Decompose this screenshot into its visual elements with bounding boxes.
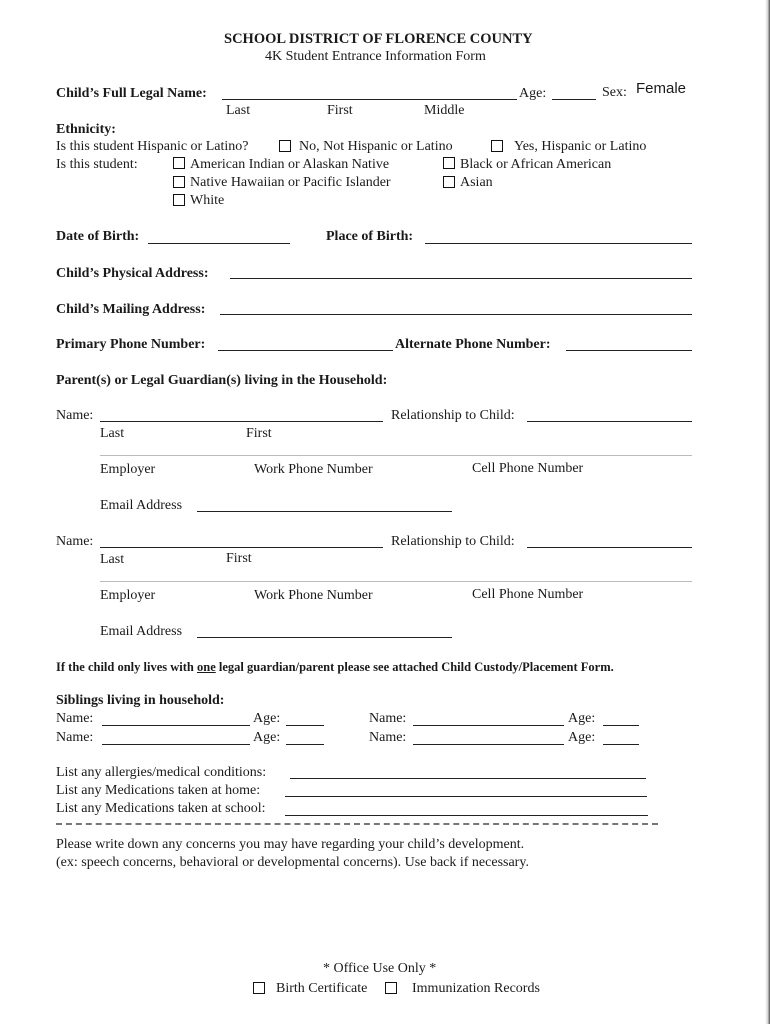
meds-school-label: List any Medications taken at school: <box>56 801 266 816</box>
guardian1-relationship-field[interactable] <box>527 421 692 422</box>
hispanic-label: Yes, Hispanic or Latino <box>514 139 647 154</box>
physical-address-label: Child’s Physical Address: <box>56 266 209 281</box>
sibling3-age-label: Age: <box>253 730 281 745</box>
guardian1-employer-label: Employer <box>100 462 156 477</box>
guardian1-last-sublabel: Last <box>100 426 125 441</box>
guardian2-relationship-field[interactable] <box>527 547 692 548</box>
sibling2-name-field[interactable] <box>413 725 564 726</box>
alternate-phone-label: Alternate Phone Number: <box>395 337 551 352</box>
child-name-label: Child’s Full Legal Name: <box>56 86 207 101</box>
sibling4-name-field[interactable] <box>413 744 564 745</box>
child-age-field[interactable] <box>552 99 596 100</box>
white-label: White <box>190 193 225 208</box>
hispanic-checkbox[interactable] <box>491 140 503 152</box>
mailing-address-field[interactable] <box>220 314 692 315</box>
sibling3-age-field[interactable] <box>286 744 324 745</box>
guardian2-name-label: Name: <box>56 534 94 549</box>
form-title: 4K Student Entrance Information Form <box>265 49 486 64</box>
child-middle-sublabel: Middle <box>424 103 465 118</box>
guardian1-cell-phone-label: Cell Phone Number <box>472 461 584 476</box>
age-label: Age: <box>519 86 547 101</box>
sibling1-name-label: Name: <box>56 711 94 726</box>
black-label: Black or African American <box>460 157 612 172</box>
primary-phone-field[interactable] <box>218 350 393 351</box>
sibling1-age-label: Age: <box>253 711 281 726</box>
mailing-address-label: Child’s Mailing Address: <box>56 302 206 317</box>
guardian2-first-sublabel: First <box>226 551 252 566</box>
birth-certificate-checkbox[interactable] <box>253 982 265 994</box>
sex-label: Sex: <box>602 85 627 100</box>
guardian2-name-field[interactable] <box>100 547 383 548</box>
meds-home-label: List any Medications taken at home: <box>56 783 261 798</box>
immunization-checkbox[interactable] <box>385 982 397 994</box>
guardian2-employer-label: Employer <box>100 588 156 603</box>
hawaiian-checkbox[interactable] <box>173 176 185 188</box>
alternate-phone-field[interactable] <box>566 350 692 351</box>
pob-label: Place of Birth: <box>326 229 414 244</box>
dob-label: Date of Birth: <box>56 229 140 244</box>
black-checkbox[interactable] <box>443 157 455 169</box>
concerns-line2: (ex: speech concerns, behavioral or developmental concerns). Use back if necessary. <box>56 855 529 870</box>
race-question: Is this student: <box>56 157 138 172</box>
guardian1-relationship-label: Relationship to Child: <box>391 408 515 423</box>
child-last-sublabel: Last <box>226 103 251 118</box>
guardian1-name-label: Name: <box>56 408 94 423</box>
pob-field[interactable] <box>425 243 692 244</box>
siblings-heading: Siblings living in household: <box>56 693 225 708</box>
american-indian-label: American Indian or Alaskan Native <box>190 157 390 172</box>
asian-checkbox[interactable] <box>443 176 455 188</box>
custody-note: If the child only lives with one legal guardian/parent please see attached Child Custody/Placement Form. <box>56 660 614 674</box>
guardians-heading: Parent(s) or Legal Guardian(s) living in the Household: <box>56 373 388 388</box>
section-divider <box>56 823 658 825</box>
child-first-sublabel: First <box>327 103 353 118</box>
meds-school-field[interactable] <box>285 815 648 816</box>
sibling2-age-field[interactable] <box>603 725 639 726</box>
concerns-writing-area[interactable] <box>56 876 660 946</box>
meds-home-field[interactable] <box>285 796 647 797</box>
sibling3-name-label: Name: <box>56 730 94 745</box>
guardian2-last-sublabel: Last <box>100 552 125 567</box>
sibling4-name-label: Name: <box>369 730 407 745</box>
sex-value[interactable]: Female <box>636 80 687 97</box>
sibling2-name-label: Name: <box>369 711 407 726</box>
hawaiian-label: Native Hawaiian or Pacific Islander <box>190 175 391 190</box>
guardian2-relationship-label: Relationship to Child: <box>391 534 515 549</box>
guardian2-work-phone-label: Work Phone Number <box>254 588 373 603</box>
white-checkbox[interactable] <box>173 194 185 206</box>
physical-address-field[interactable] <box>230 278 692 279</box>
district-title: SCHOOL DISTRICT OF FLORENCE COUNTY <box>224 31 533 47</box>
guardian2-cell-phone-label: Cell Phone Number <box>472 587 584 602</box>
page-edge-shadow <box>765 0 770 1024</box>
guardian1-first-sublabel: First <box>246 426 272 441</box>
concerns-line1: Please write down any concerns you may have regarding your child’s development. <box>56 837 525 852</box>
allergies-field[interactable] <box>290 778 646 779</box>
birth-certificate-label: Birth Certificate <box>276 981 368 996</box>
guardian1-email-label: Email Address <box>100 498 183 513</box>
hispanic-question: Is this student Hispanic or Latino? <box>56 139 249 154</box>
office-use-heading: * Office Use Only * <box>323 961 437 976</box>
american-indian-checkbox[interactable] <box>173 157 185 169</box>
immunization-label: Immunization Records <box>412 981 540 996</box>
not-hispanic-label: No, Not Hispanic or Latino <box>299 139 453 154</box>
primary-phone-label: Primary Phone Number: <box>56 337 206 352</box>
sibling2-age-label: Age: <box>568 711 596 726</box>
guardian1-email-field[interactable] <box>197 511 452 512</box>
guardian1-work-phone-label: Work Phone Number <box>254 462 373 477</box>
guardian2-contact-field[interactable] <box>100 581 692 582</box>
guardian2-email-field[interactable] <box>197 637 452 638</box>
guardian2-email-label: Email Address <box>100 624 183 639</box>
sibling1-name-field[interactable] <box>102 725 250 726</box>
sibling3-name-field[interactable] <box>102 744 250 745</box>
sibling4-age-label: Age: <box>568 730 596 745</box>
guardian1-contact-field[interactable] <box>100 455 692 456</box>
sibling4-age-field[interactable] <box>603 744 639 745</box>
dob-field[interactable] <box>148 243 290 244</box>
child-name-field[interactable] <box>222 99 517 100</box>
guardian1-name-field[interactable] <box>100 421 383 422</box>
sibling1-age-field[interactable] <box>286 725 324 726</box>
ethnicity-label: Ethnicity: <box>56 122 116 137</box>
allergies-label: List any allergies/medical conditions: <box>56 765 267 780</box>
asian-label: Asian <box>460 175 493 190</box>
not-hispanic-checkbox[interactable] <box>279 140 291 152</box>
